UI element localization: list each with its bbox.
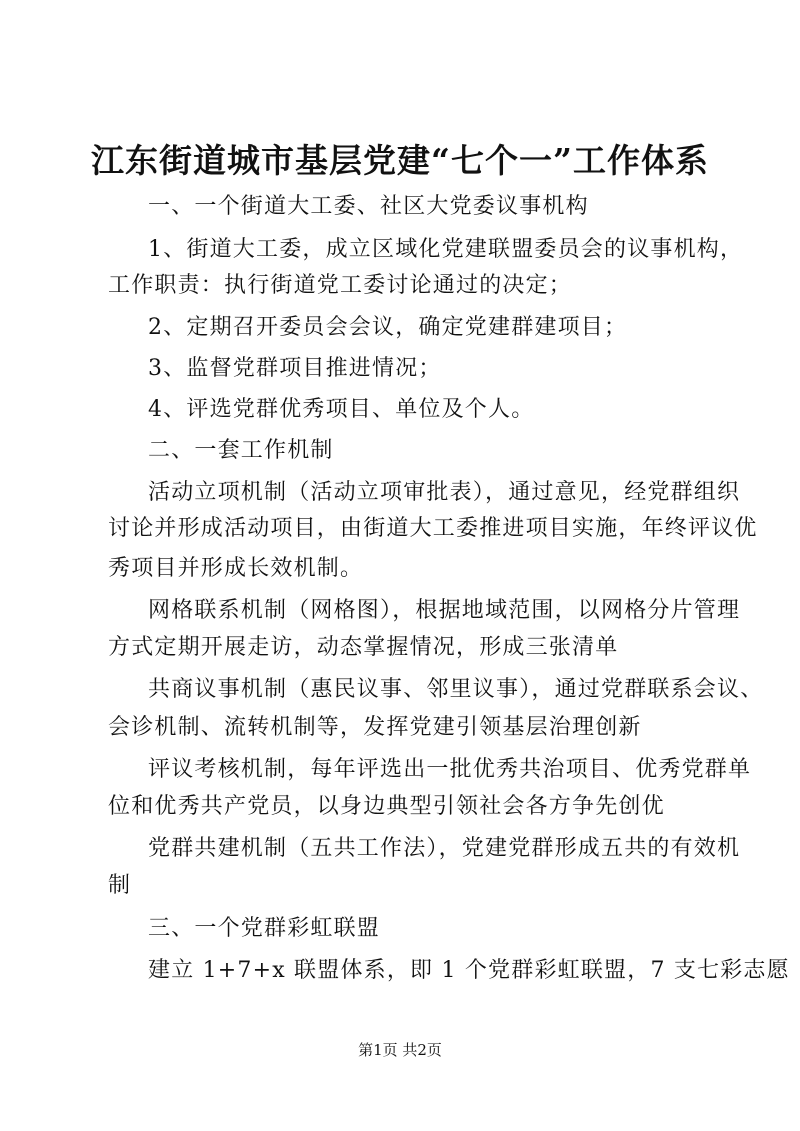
paragraph-line: 制: [108, 873, 132, 898]
document-title: 江东街道城市基层党建“七个一”工作体系: [91, 141, 709, 180]
paragraph-line: 位和优秀共产党员，以身边典型引领社会各方争先创优: [108, 794, 665, 819]
paragraph-line: 秀项目并形成长效机制。: [108, 556, 364, 581]
section-heading-2: 二、一套工作机制: [148, 438, 334, 463]
paragraph-line: 工作职责：执行街道党工委讨论通过的决定；: [108, 273, 573, 298]
paragraph-line: 1、街道大工委，成立区域化党建联盟委员会的议事机构，: [148, 237, 744, 262]
page-footer: 第1页 共2页: [358, 1041, 442, 1059]
paragraph-line: 会诊机制、流转机制等，发挥党建引领基层治理创新: [108, 715, 642, 740]
paragraph-line: 评议考核机制，每年评选出一批优秀共治项目、优秀党群单: [148, 757, 752, 782]
paragraph-line: 2、定期召开委员会会议，确定党建群建项目；: [148, 315, 628, 340]
section-heading-3: 三、一个党群彩虹联盟: [148, 916, 381, 941]
paragraph-line: 3、监督党群项目推进情况；: [148, 356, 442, 381]
section-heading-1: 一、一个街道大工委、社区大党委议事机构: [148, 194, 589, 219]
paragraph-line: 建立 1+7+x 联盟体系，即 1 个党群彩虹联盟，7 支七彩志愿: [148, 958, 790, 983]
paragraph-line: 共商议事机制（惠民议事、邻里议事），通过党群联系会议、: [148, 677, 764, 702]
paragraph-line: 活动立项机制（活动立项审批表），通过意见，经党群组织: [148, 480, 741, 505]
paragraph-line: 4、评选党群优秀项目、单位及个人。: [148, 397, 535, 422]
paragraph-line: 讨论并形成活动项目，由街道大工委推进项目实施，年终评议优: [108, 516, 758, 541]
paragraph-line: 网格联系机制（网格图），根据地域范围，以网格分片管理: [148, 598, 741, 623]
paragraph-line: 党群共建机制（五共工作法），党建党群形成五共的有效机: [148, 836, 741, 861]
paragraph-line: 方式定期开展走访，动态掌握情况，形成三张清单: [108, 635, 619, 660]
